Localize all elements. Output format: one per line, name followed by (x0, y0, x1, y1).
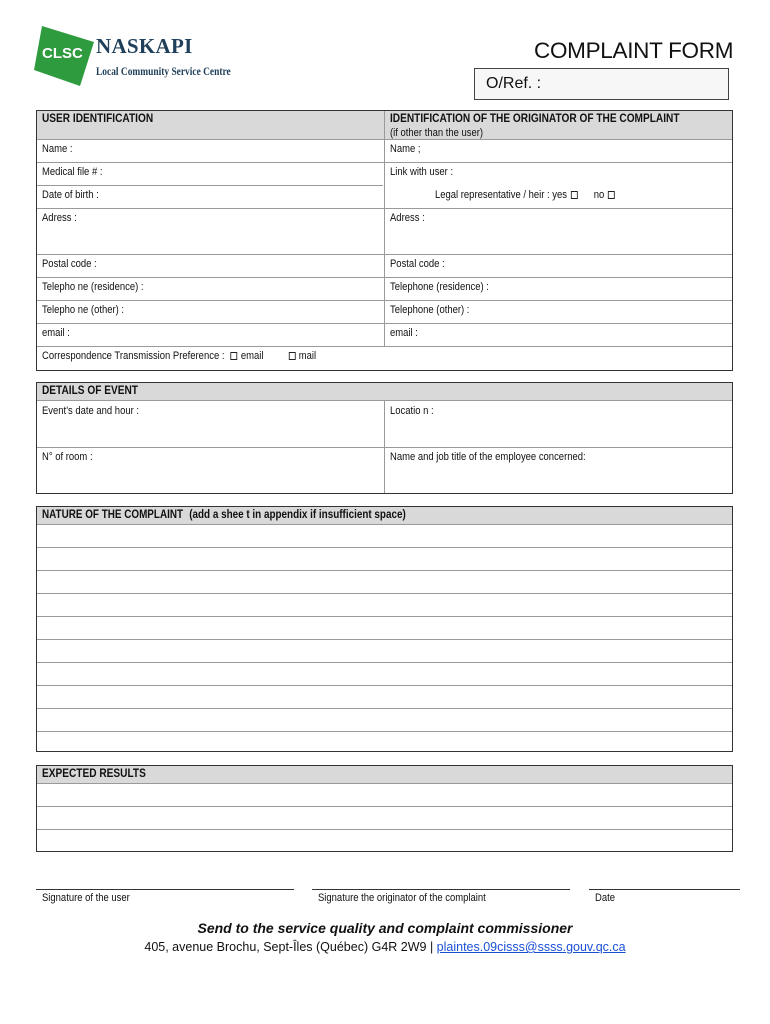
logo-name: NASKAPI (96, 34, 193, 58)
event-details-heading: DETAILS OF EVENT (42, 385, 138, 397)
no-label: no (593, 189, 605, 201)
page-title: COMPLAINT FORM (534, 38, 734, 63)
originator-postal-code-label: Postal code : (390, 258, 445, 270)
send-to-heading: Send to the service quality and complaint commissioner (197, 920, 573, 936)
employee-concerned-label: Name and job title of the employee concerned: (390, 451, 586, 463)
email-checkbox[interactable] (231, 352, 238, 360)
user-identification-heading: USER IDENTIFICATION (42, 113, 154, 125)
complaint-nature-note: (add a shee t in appendix if insufficient space) (189, 509, 406, 521)
originator-subheading: (if other than the user) (390, 127, 484, 139)
yes-checkbox[interactable] (570, 191, 577, 199)
date-label: Date (595, 892, 615, 904)
legal-representative-row (435, 189, 618, 201)
complaint-nature-heading: NATURE OF THE COMPLAINT (42, 509, 184, 521)
originator-phone-other-label: Telephone (other) : (390, 304, 470, 316)
postal-address: 405, avenue Brochu, Sept-Îles (Québec) G4R 2W9 | (144, 940, 434, 954)
svg-text:CLSC: CLSC (42, 45, 83, 62)
logo-subtitle: Local Community Service Centre (96, 66, 231, 78)
expected-results-heading: EXPECTED RESULTS (42, 768, 146, 780)
clsc-logo-badge (34, 24, 96, 86)
date-line[interactable] (589, 889, 740, 890)
user-email-label: email : (42, 327, 70, 339)
event-date-label: Event's date and hour : (42, 405, 140, 417)
complaint-nature-table (36, 506, 733, 752)
yes-label: yes (552, 189, 568, 201)
user-phone-residence-label: Telepho ne (residence) : (42, 281, 144, 293)
user-identification-table (36, 110, 733, 371)
originator-heading: IDENTIFICATION OF THE ORIGINATOR OF THE COMPLAINT (390, 113, 680, 125)
originator-email-label: email : (390, 327, 418, 339)
originator-signature-label: Signature the originator of the complaint (318, 892, 486, 904)
originator-name-label: Name ; (390, 143, 421, 155)
complaint-heading-row (42, 509, 406, 521)
mail-checkbox[interactable] (288, 352, 295, 360)
event-table-header-bar (37, 383, 732, 400)
room-number-label: N° of room : (42, 451, 93, 463)
user-signature-line[interactable] (36, 889, 294, 890)
expected-results-table (36, 765, 733, 852)
originator-link-label: Link with user : (390, 166, 454, 178)
user-phone-other-label: Telepho ne (other) : (42, 304, 125, 316)
originator-signature-line[interactable] (312, 889, 570, 890)
address-line (0, 940, 770, 954)
user-signature-label: Signature of the user (42, 892, 130, 904)
user-postal-code-label: Postal code : (42, 258, 97, 270)
correspondence-preference-label: Correspondence Transmission Preference : (42, 350, 225, 362)
user-birthdate-label: Date of birth : (42, 189, 99, 201)
user-address-label: Adress : (42, 212, 77, 224)
reference-label: O/Ref. : (486, 75, 542, 92)
correspondence-preference-row (42, 350, 316, 362)
email-option-label: email (240, 350, 264, 362)
no-checkbox[interactable] (608, 191, 615, 199)
event-location-label: Locatio n : (390, 405, 434, 417)
mail-option-label: mail (298, 350, 317, 362)
originator-phone-residence-label: Telephone (residence) : (390, 281, 489, 293)
event-details-table (36, 382, 733, 494)
originator-address-label: Adress : (390, 212, 425, 224)
user-name-label: Name : (42, 143, 73, 155)
user-medical-file-label: Medical file # : (42, 166, 103, 178)
complaint-email-link[interactable]: plaintes.09cisss@ssss.gouv.qc.ca (436, 940, 626, 954)
legal-representative-label: Legal representative / heir : (435, 189, 550, 201)
